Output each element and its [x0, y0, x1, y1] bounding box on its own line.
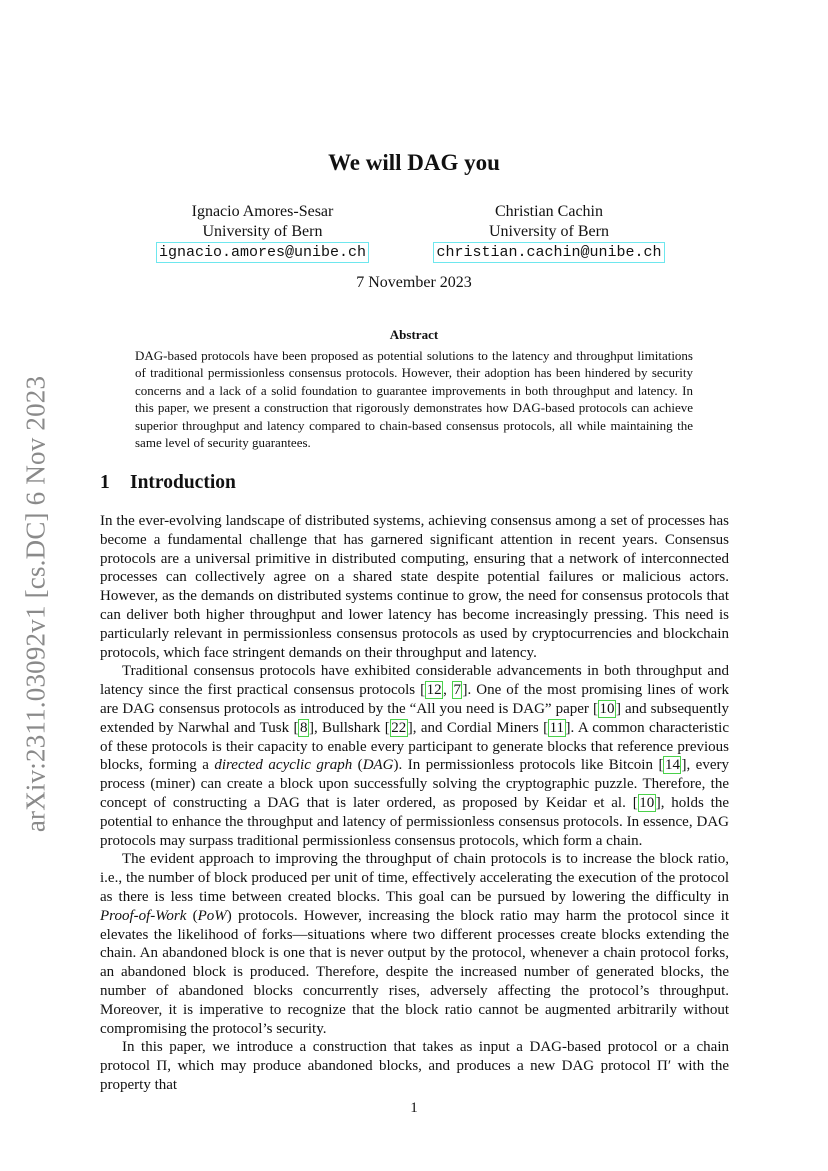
paragraph-1: In the ever-evolving landscape of distributed systems, achieving consensus among a set of processes has become a fundamental challenge that has garnered significant attention in recent years. Consensus protocols are a universal primitive in distributed computing, ensuring that a network of interconnected processes can collectively agree on a shared state despite potential failures or malicious actors. However, as the demands on distributed systems continue to grow, the need for consensus protocols that can deliver both higher throughput and lower latency has become increasingly pressing. This need is particularly relevant in permissionless consensus protocols as used by cryptocurrencies and blockchain protocols, which face stringent demands on their throughput and latency. — [100, 513, 729, 661]
author-name: Christian Cachin — [495, 203, 603, 220]
paragraph-2: Traditional consensus protocols have exhibited considerable advancements in both throughput and latency since the first practical consensus protocols [ 12 , 7 ]. One of the most promising lines of work are DAG consensus protocols as introduced by the “All you need is DAG” paper [ 10 ] and subsequently extended by Narwhal and Tusk [ 8 ], Bullshark [ 22 ], and Cordial Miners [ 11 ]. A common characteristic of these protocols is their capacity to enable every participant to generate blocks that reference previous blocks, forming a directed acyclic graph (DAG). In permissionless protocols like Bitcoin [ 14 ], every process (miner) can create a block upon successfully solving the cryptographic puzzle. Therefore, the concept of constructing a DAG that is later ordered, as proposed by Keidar et al. [ 10 ], holds the potential to enhance the throughput and latency of permissionless consensus protocols. In essence, DAG protocols may surpass traditional permissionless consensus protocols, which form a chain. — [100, 663, 729, 849]
abstract-text: DAG-based protocols have been proposed as potential solutions to the latency and throughput limitations of traditional permissionless consensus protocols. However, their adoption has been hindered by security concerns and a lack of a solid foundation to guarantee improvements in both throughput and latency. In this paper, we present a construction that rigorously demonstrates how DAG-based protocols can achieve superior throughput and latency compared to chain-based consensus protocols, all while maintaining the same level of security guarantees. — [135, 348, 693, 451]
citation-link[interactable]: 8 — [299, 719, 308, 736]
author-name: Ignacio Amores-Sesar — [191, 203, 334, 220]
author-block-1 — [140, 202, 385, 263]
section-number: 1 — [100, 472, 110, 493]
paragraph-4: In this paper, we introduce a construction that takes as input a DAG-based protocol or a chain protocol Π, which may produce abandoned blocks, and produces a new DAG protocol Π′ with the property that — [100, 1039, 729, 1093]
citation-link[interactable]: 12 — [426, 682, 442, 699]
author-affiliation: University of Bern — [202, 222, 323, 240]
paper-date: 7 November 2023 — [356, 274, 472, 291]
author-affiliation: University of Bern — [489, 222, 609, 240]
citation-link[interactable]: 10 — [599, 700, 615, 717]
citation-link[interactable]: 22 — [391, 719, 407, 736]
author-block-2 — [418, 202, 680, 263]
paper-title: We will DAG you — [328, 150, 500, 175]
citation-link[interactable]: 10 — [639, 794, 655, 811]
section-heading — [100, 472, 236, 494]
section-title: Introduction — [130, 472, 236, 493]
paragraph-3: The evident approach to improving the throughput of chain protocols is to increase the block ratio, i.e., the number of block produced per unit of time, effectively accelerating the execution of the protocol as there is less time between created blocks. This goal can be pursued by lowering the difficulty in Proof-of-Work (PoW) protocols. However, increasing the block ratio may harm the protocol since it elevates the likelihood of forks—situations where two different processes create blocks extending the chain. An abandoned block is one that is never output by the protocol, whenever a chain protocol forks, an abandoned block is produced. Therefore, despite the increased number of generated blocks, the number of abandoned blocks concurrently rises, adversely affecting the protocol’s throughput. Moreover, it is imperative to recognize that the block ratio cannot be augmented arbitrarily without compromising the protocol’s security. — [100, 851, 729, 1037]
citation-link[interactable]: 14 — [664, 757, 680, 774]
abstract-heading: Abstract — [389, 327, 439, 342]
page-number: 1 — [410, 1100, 418, 1116]
body-text — [100, 512, 729, 1095]
citation-link[interactable]: 7 — [453, 682, 461, 699]
author-email-link[interactable]: christian.cachin@unibe.ch — [433, 242, 664, 263]
arxiv-identifier — [8, 364, 64, 844]
citation-link[interactable]: 11 — [549, 719, 565, 736]
author-email-link[interactable]: ignacio.amores@unibe.ch — [156, 242, 369, 263]
arxiv-identifier-text: arXiv:2311.03092v1 [cs.DC] 6 Nov 2023 — [20, 375, 51, 833]
